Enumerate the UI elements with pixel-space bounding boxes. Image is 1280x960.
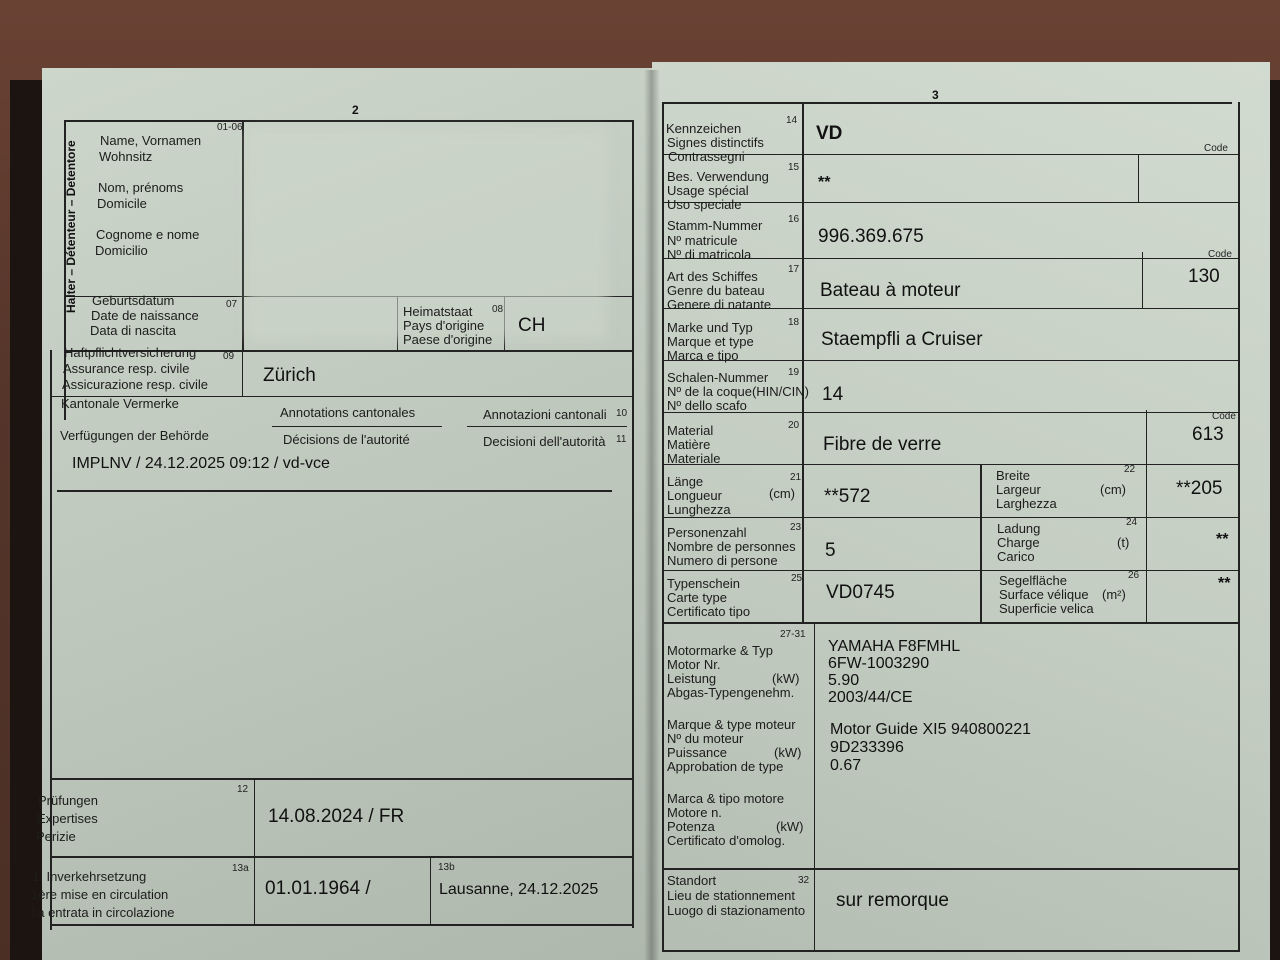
field-number: 13b bbox=[438, 862, 455, 873]
f22-label-it: Larghezza bbox=[996, 496, 1057, 511]
f16-label-it: Nº di matricola bbox=[667, 247, 752, 262]
origin-value: CH bbox=[518, 315, 546, 336]
f15-label-fr: Usage spécial bbox=[667, 183, 749, 198]
f17-label-fr: Genre du bateau bbox=[667, 283, 765, 298]
f32-label-de: Standort bbox=[667, 873, 717, 888]
row-line bbox=[662, 464, 1238, 465]
frame-top bbox=[64, 120, 634, 122]
code-label: Code bbox=[1204, 143, 1228, 154]
f20-label-it: Materiale bbox=[667, 451, 721, 466]
frame-top bbox=[662, 102, 1232, 104]
divider-v-issue bbox=[430, 856, 431, 926]
f14-label-de: Kennzeichen bbox=[666, 121, 742, 136]
f19-label-fr: Nº de la coque(HIN/CIN) bbox=[667, 384, 810, 399]
cantonal-label-fr: Annotations cantonales bbox=[280, 405, 416, 420]
f14-label-fr: Signes distinctifs bbox=[667, 135, 764, 150]
frame-right bbox=[632, 120, 634, 928]
booklet-gutter bbox=[644, 70, 660, 960]
f26-label-it: Superficie velica bbox=[999, 601, 1094, 616]
f25-label-fr: Carte type bbox=[667, 590, 727, 605]
f14-label-it: Contrassegni bbox=[668, 149, 745, 164]
f18-value: Staempfli a Cruiser bbox=[821, 329, 983, 350]
row-line bbox=[662, 154, 1238, 155]
field-number: 15 bbox=[788, 162, 800, 173]
motor-label-de-2: Motor Nr. bbox=[667, 657, 721, 672]
f18-label-fr: Marque et type bbox=[667, 334, 754, 349]
row-line bbox=[662, 570, 1238, 571]
code-divider bbox=[1146, 410, 1147, 464]
row-line bbox=[662, 622, 1238, 624]
divider-v1 bbox=[242, 120, 244, 350]
f16-value: 996.369.675 bbox=[818, 226, 924, 247]
origin-label-it: Paese d'origine bbox=[403, 332, 493, 347]
mid-divider-2 bbox=[1146, 464, 1147, 622]
f15-label-it: Uso speciale bbox=[667, 197, 742, 212]
field-number: 26 bbox=[1128, 570, 1140, 581]
f25-label-de: Typenschein bbox=[667, 576, 740, 591]
f17-label-de: Art des Schiffes bbox=[667, 269, 758, 284]
left-page bbox=[30, 68, 652, 960]
motor-label-de-3: Leistung bbox=[667, 671, 717, 686]
motor-label-it-1: Marca & tipo motore bbox=[667, 791, 785, 806]
inspections-label-de: Prüfungen bbox=[38, 793, 98, 808]
page-number: 3 bbox=[932, 88, 939, 102]
f24-label-fr: Charge bbox=[997, 535, 1040, 550]
motor1-brand: YAMAHA F8FMHL bbox=[828, 638, 961, 655]
f22-value: **205 bbox=[1176, 478, 1223, 499]
motor-label-fr-2: Nº du moteur bbox=[667, 731, 744, 746]
insurance-label-it: Assicurazione resp. civile bbox=[62, 377, 208, 392]
f22-unit: (cm) bbox=[1100, 482, 1126, 497]
holder-vertical-label: Halter – Détenteur – Detentore bbox=[64, 140, 78, 313]
f24-unit: (t) bbox=[1117, 535, 1130, 550]
underline-it bbox=[467, 426, 627, 427]
f19-label-it: Nº dello scafo bbox=[667, 398, 747, 413]
field-number: 21 bbox=[790, 472, 802, 483]
registration-label-fr: 1ère mise en circulation bbox=[31, 887, 169, 902]
field-number: 01-06 bbox=[217, 122, 243, 133]
divider-h-registration bbox=[50, 856, 632, 858]
right-page bbox=[652, 62, 1270, 960]
motor2-power: 0.67 bbox=[830, 757, 862, 774]
field-number: 19 bbox=[788, 367, 800, 378]
birth-label-it: Data di nascita bbox=[90, 323, 176, 338]
f17-value: Bateau à moteur bbox=[820, 280, 961, 301]
code-label: Code bbox=[1212, 411, 1236, 422]
insurance-label-de: Haftpflichtversicherung bbox=[64, 345, 197, 360]
field-number: 25 bbox=[791, 573, 803, 584]
authority-underline bbox=[57, 490, 612, 492]
name-label-fr: Nom, prénoms bbox=[98, 180, 184, 195]
row-line bbox=[662, 868, 1238, 870]
authority-label-fr: Décisions de l'autorité bbox=[283, 432, 410, 447]
code-divider bbox=[1142, 252, 1143, 308]
f21-unit: (cm) bbox=[769, 486, 795, 501]
f18-label-it: Marca e tipo bbox=[667, 348, 739, 363]
f32-label-it: Luogo di stazionamento bbox=[667, 903, 806, 918]
f32-label-fr: Lieu de stationnement bbox=[667, 888, 795, 903]
field-number: 27-31 bbox=[780, 629, 806, 640]
name-label-fr-2: Domicile bbox=[97, 196, 147, 211]
field-number: 14 bbox=[786, 115, 798, 126]
f16-label-fr: Nº matricule bbox=[667, 233, 738, 248]
f26-value: ** bbox=[1218, 575, 1231, 592]
motor-label-de-4: Abgas-Typengenehm. bbox=[667, 685, 795, 700]
origin-label-fr: Pays d'origine bbox=[403, 318, 485, 333]
f24-value: ** bbox=[1216, 531, 1229, 548]
f25-label-it: Certificato tipo bbox=[667, 604, 751, 619]
f26-label-de: Segelfläche bbox=[999, 573, 1067, 588]
field-number: 09 bbox=[223, 351, 235, 362]
f21-value: **572 bbox=[824, 486, 871, 507]
f24-label-it: Carico bbox=[997, 549, 1035, 564]
f17-code: 130 bbox=[1188, 266, 1220, 287]
field-number: 20 bbox=[788, 420, 800, 431]
field-number: 12 bbox=[237, 784, 249, 795]
f21-label-de: Länge bbox=[667, 474, 704, 489]
f21-label-fr: Longueur bbox=[667, 488, 722, 503]
field-number: 24 bbox=[1126, 517, 1138, 528]
f18-label-de: Marke und Typ bbox=[667, 320, 753, 335]
divider-v-labels bbox=[802, 102, 804, 622]
inspections-label-fr: Expertises bbox=[37, 811, 98, 826]
field-number: 13a bbox=[232, 863, 249, 874]
frame-bottom bbox=[662, 950, 1238, 952]
motor-label-it-3: Potenza bbox=[667, 819, 715, 834]
motor-unit-it: (kW) bbox=[776, 819, 804, 834]
field-number: 23 bbox=[790, 522, 802, 533]
insurance-label-fr: Assurance resp. civile bbox=[63, 361, 190, 376]
motor-label-it-4: Certificato d'omolog. bbox=[667, 833, 786, 848]
name-label-it: Cognome e nome bbox=[96, 227, 200, 242]
authority-label-it: Decisioni dell'autorità bbox=[483, 434, 606, 449]
frame-right bbox=[1238, 102, 1240, 952]
motor2-brand: Motor Guide XI5 940800221 bbox=[830, 721, 1032, 738]
birth-label-fr: Date de naissance bbox=[91, 308, 199, 323]
f21-label-it: Lunghezza bbox=[667, 502, 731, 517]
f15-value: ** bbox=[818, 174, 831, 191]
mid-divider bbox=[980, 464, 982, 622]
f32-value: sur remorque bbox=[836, 890, 949, 911]
birth-label-de: Geburtsdatum bbox=[92, 293, 175, 308]
row-line bbox=[662, 202, 1238, 203]
f26-unit: (m²) bbox=[1102, 587, 1126, 602]
underline-fr bbox=[272, 426, 442, 427]
divider-v-insurance bbox=[242, 350, 243, 396]
row-line bbox=[662, 412, 1238, 413]
f15-label-de: Bes. Verwendung bbox=[667, 169, 769, 184]
divider-h-inspections bbox=[50, 778, 632, 780]
registration-label-it: 1a entrata in circolazione bbox=[30, 905, 175, 920]
motor-label-de-1: Motormarke & Typ bbox=[667, 643, 773, 658]
motor-label-fr-4: Approbation de type bbox=[667, 759, 784, 774]
frame-bottom bbox=[50, 924, 632, 926]
motor1-power: 5.90 bbox=[828, 672, 860, 689]
f20-label-de: Material bbox=[667, 423, 714, 438]
name-label-it-2: Domicilio bbox=[95, 243, 148, 258]
motor1-number: 6FW-1003290 bbox=[828, 655, 930, 672]
motor-unit-de: (kW) bbox=[772, 671, 800, 686]
f19-label-de: Schalen-Nummer bbox=[667, 370, 769, 385]
field-number: 08 bbox=[492, 304, 504, 315]
field-number: 10 bbox=[616, 408, 628, 419]
f20-label-fr: Matière bbox=[667, 437, 711, 452]
f14-value: VD bbox=[816, 123, 843, 144]
f16-label-de: Stamm-Nummer bbox=[667, 218, 763, 233]
registration-label-de: 1. Inverkehrsetzung bbox=[32, 869, 147, 884]
f23-value: 5 bbox=[825, 540, 836, 561]
name-label-de: Name, Vornamen bbox=[100, 133, 202, 148]
page-number: 2 bbox=[352, 103, 359, 117]
field-number: 16 bbox=[788, 214, 800, 225]
field-number: 32 bbox=[798, 875, 810, 886]
inspections-label-it: Perizie bbox=[36, 829, 76, 844]
row-line bbox=[662, 517, 1238, 518]
origin-label-de: Heimatstaat bbox=[403, 304, 473, 319]
field-number: 07 bbox=[226, 299, 238, 310]
inspections-value: 14.08.2024 / FR bbox=[268, 806, 405, 827]
motor-label-fr-3: Puissance bbox=[667, 745, 727, 760]
code-label: Code bbox=[1208, 249, 1232, 260]
authority-label-de: Verfügungen der Behörde bbox=[60, 428, 209, 443]
name-label-de-2: Wohnsitz bbox=[99, 149, 153, 164]
motor-unit-fr: (kW) bbox=[774, 745, 802, 760]
f20-value: Fibre de verre bbox=[823, 434, 942, 455]
motor1-approval: 2003/44/CE bbox=[828, 689, 913, 706]
motor-label-it-2: Motore n. bbox=[667, 805, 722, 820]
f19-value: 14 bbox=[822, 384, 844, 405]
f24-label-de: Ladung bbox=[997, 521, 1041, 536]
f25-value: VD0745 bbox=[826, 582, 895, 603]
f20-code: 613 bbox=[1192, 424, 1224, 445]
motor2-number: 9D233396 bbox=[830, 739, 904, 756]
field-number: 22 bbox=[1124, 464, 1136, 475]
frame-left bbox=[662, 102, 664, 952]
field-number: 18 bbox=[788, 317, 800, 328]
issue-value: Lausanne, 24.12.2025 bbox=[439, 881, 599, 898]
motor-label-fr-1: Marque & type moteur bbox=[667, 717, 796, 732]
f22-label-fr: Largeur bbox=[996, 482, 1041, 497]
f17-label-it: Genere di natante bbox=[667, 297, 772, 312]
f23-label-de: Personenzahl bbox=[667, 525, 747, 540]
field-number: 17 bbox=[788, 264, 800, 275]
registration-value: 01.01.1964 / bbox=[265, 878, 371, 899]
row-line bbox=[662, 360, 1238, 361]
insurance-value: Zürich bbox=[263, 365, 316, 386]
f22-label-de: Breite bbox=[996, 468, 1030, 483]
code-divider bbox=[1138, 154, 1139, 202]
field-number: 11 bbox=[616, 434, 627, 445]
cantonal-label-de: Kantonale Vermerke bbox=[61, 396, 179, 411]
f23-label-it: Numero di persone bbox=[667, 553, 778, 568]
cantonal-label-it: Annotazioni cantonali bbox=[483, 407, 607, 422]
f26-label-fr: Surface vélique bbox=[999, 587, 1089, 602]
motor-divider bbox=[814, 624, 815, 950]
f23-label-fr: Nombre de personnes bbox=[667, 539, 796, 554]
divider-v-inspections bbox=[254, 778, 255, 926]
authority-value: IMPLNV / 24.12.2025 09:12 / vd-vce bbox=[72, 455, 330, 472]
